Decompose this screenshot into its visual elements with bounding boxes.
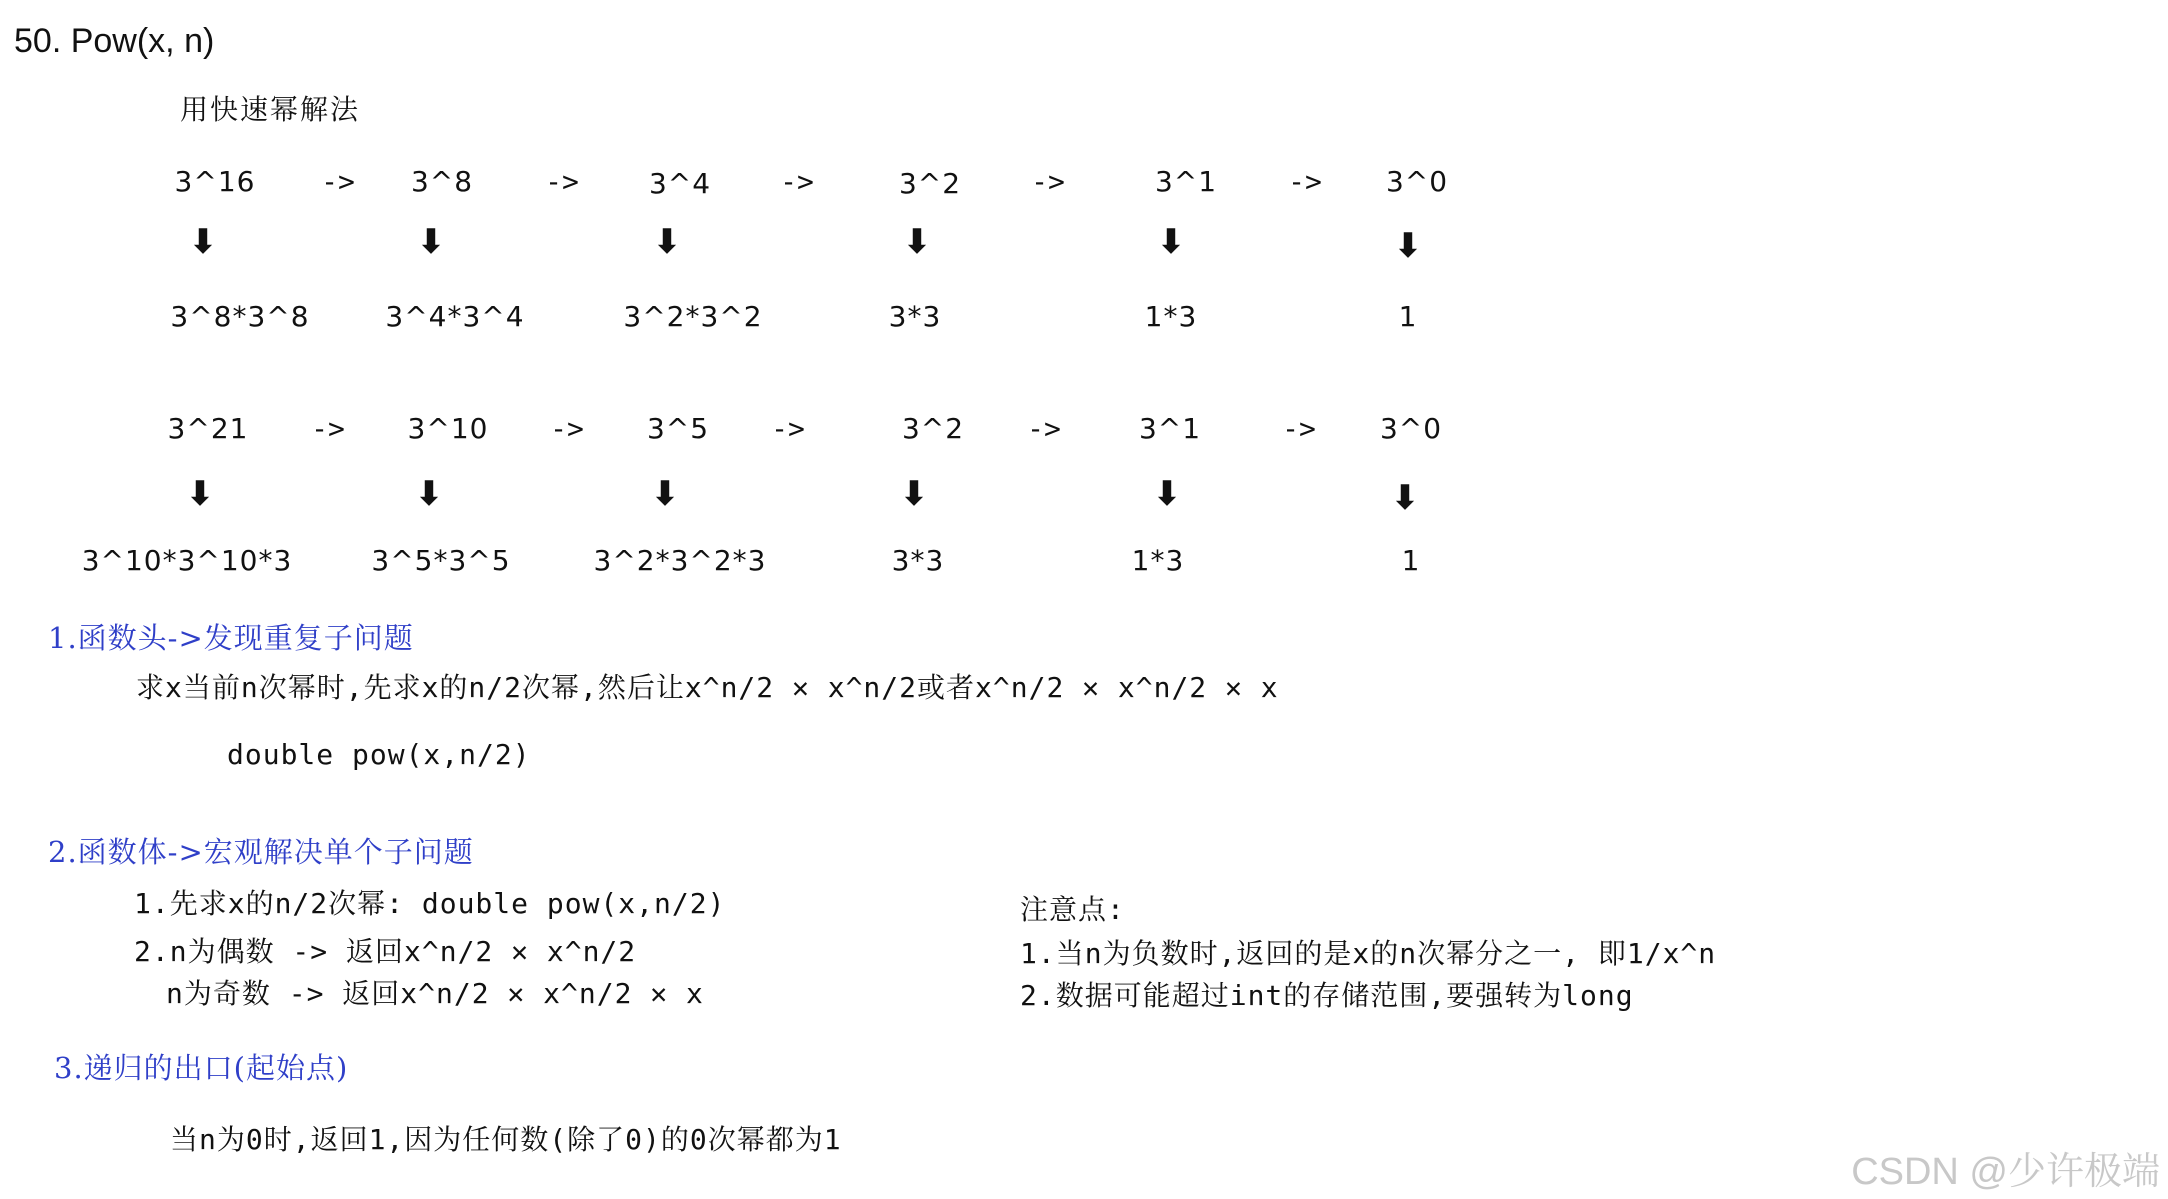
expansion-term: 3^2*3^2	[623, 300, 763, 333]
section-1-heading: 1.函数头->发现重复子问题	[48, 621, 414, 655]
right-arrow: ->	[311, 412, 345, 445]
right-arrow: ->	[780, 165, 814, 198]
expansion-term: 3^8*3^8	[170, 300, 310, 333]
method-subtitle: 用快速幂解法	[180, 93, 361, 126]
expansion-term: 3^2*3^2*3	[593, 544, 767, 577]
section-2-heading: 2.函数体->宏观解决单个子问题	[48, 835, 474, 869]
expansion-term: 3*3	[891, 544, 945, 577]
section-3-explanation: 当n为0时,返回1,因为任何数(除了0)的0次幂都为1	[170, 1123, 842, 1156]
power-term: 3^2	[901, 412, 965, 445]
down-arrow-icon: ⬇	[1393, 226, 1423, 266]
power-term: 3^21	[167, 412, 249, 445]
expansion-term: 1*3	[1144, 300, 1198, 333]
power-term: 3^8	[410, 165, 474, 198]
note-long-cast: 2.数据可能超过int的存储范围,要强转为long	[1020, 979, 1634, 1012]
expansion-term: 1	[1401, 544, 1421, 577]
down-arrow-icon: ⬇	[414, 474, 444, 514]
expansion-term: 3^10*3^10*3	[81, 544, 293, 577]
right-arrow: ->	[550, 412, 584, 445]
down-arrow-icon: ⬇	[650, 474, 680, 514]
down-arrow-icon: ⬇	[1152, 474, 1182, 514]
down-arrow-icon: ⬇	[185, 474, 215, 514]
right-arrow: ->	[321, 165, 355, 198]
power-term: 3^1	[1154, 165, 1218, 198]
expansion-term: 1	[1398, 300, 1418, 333]
down-arrow-icon: ⬇	[1156, 222, 1186, 262]
watermark: CSDN @少许极端	[1851, 1151, 2160, 1193]
power-term: 3^10	[407, 412, 489, 445]
power-term: 3^1	[1138, 412, 1202, 445]
down-arrow-icon: ⬇	[902, 222, 932, 262]
section-2-step-1: 1.先求x的n/2次幂: double pow(x,n/2)	[134, 887, 726, 920]
down-arrow-icon: ⬇	[652, 222, 682, 262]
expansion-term: 3*3	[888, 300, 942, 333]
section-1-code: double pow(x,n/2)	[227, 738, 531, 771]
right-arrow: ->	[545, 165, 579, 198]
power-term: 3^16	[174, 165, 256, 198]
section-2-step-2-odd: n为奇数 -> 返回x^n/2 ✕ x^n/2 ✕ x	[166, 977, 704, 1010]
down-arrow-icon: ⬇	[899, 474, 929, 514]
down-arrow-icon: ⬇	[416, 222, 446, 262]
section-2-step-2-even: 2.n为偶数 -> 返回x^n/2 ✕ x^n/2	[134, 935, 637, 968]
right-arrow: ->	[771, 412, 805, 445]
power-term: 3^0	[1379, 412, 1443, 445]
power-term: 3^5	[646, 412, 710, 445]
down-arrow-icon: ⬇	[1390, 478, 1420, 518]
section-1-explanation: 求x当前n次幂时,先求x的n/2次幂,然后让x^n/2 ✕ x^n/2或者x^n/2 ✕ x^n/2 ✕ x	[136, 671, 1279, 704]
section-3-heading: 3.递归的出口(起始点)	[54, 1051, 349, 1085]
page-title: 50. Pow(x, n)	[14, 22, 215, 60]
power-term: 3^4	[648, 167, 712, 200]
right-arrow: ->	[1027, 412, 1061, 445]
note-negative-exponent: 1.当n为负数时,返回的是x的n次幂分之一, 即1/x^n	[1020, 937, 1717, 970]
expansion-term: 1*3	[1131, 544, 1185, 577]
power-term: 3^2	[898, 167, 962, 200]
expansion-term: 3^4*3^4	[385, 300, 525, 333]
expansion-term: 3^5*3^5	[371, 544, 511, 577]
notes-heading: 注意点:	[1020, 893, 1125, 926]
right-arrow: ->	[1282, 412, 1316, 445]
right-arrow: ->	[1031, 165, 1065, 198]
right-arrow: ->	[1288, 165, 1322, 198]
down-arrow-icon: ⬇	[188, 222, 218, 262]
power-term: 3^0	[1385, 165, 1449, 198]
